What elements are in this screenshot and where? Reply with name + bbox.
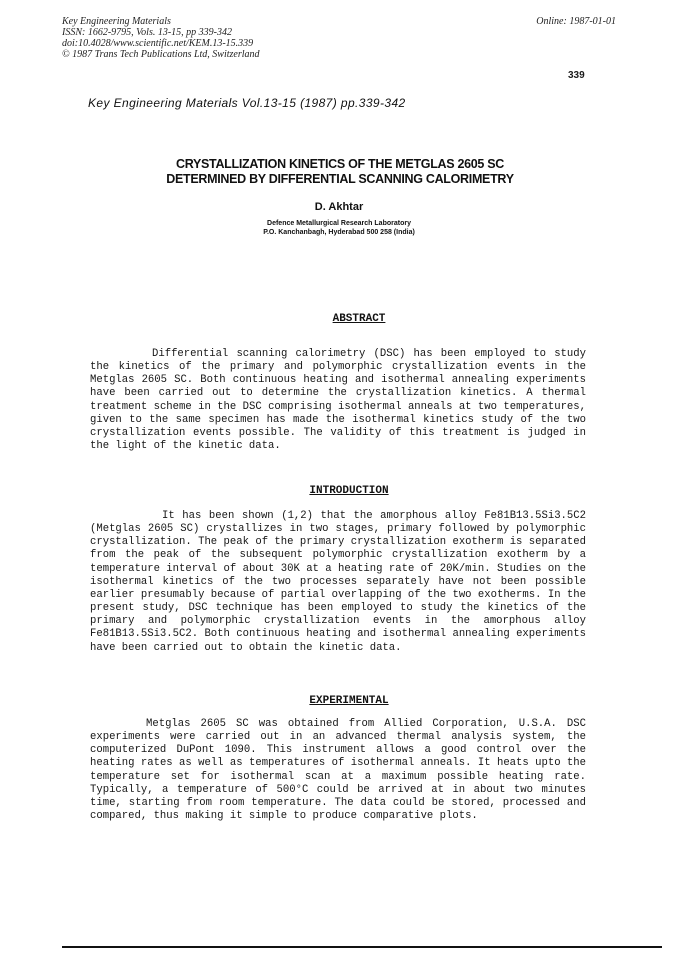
publication-meta [62,16,260,60]
bottom-rule [62,946,662,948]
introduction-text: It has been shown (1,2) that the amorphous alloy Fe81B13.5Si3.5C2 (Metglas 2605 SC) crystallizes in two stages, primary followed by polymorphic crystallization. The peak of the primary crystallization exotherm is separated from the peak of the subsequent polymorphic crystallization exotherm by a temperature interval of about 30K at a heating rate of 20K/min. Studies on the isothermal kinetics of the two processes separately have not been possible earlier presumably because of partial overlapping of the two exotherms. In the present study, DSC technique has been employed to study the kinetics of the primary and polymorphic crystallization events in the amorphous alloy Fe81B13.5Si3.5C2. Both continuous heating and isothermal annealing experiments have been carried out to obtain the kinetic data. [90,510,586,654]
abstract-heading: ABSTRACT [332,313,386,325]
meta-copyright: © 1987 Trans Tech Publications Ltd, Switzerland [62,49,260,60]
experimental-heading: EXPERIMENTAL [309,695,389,707]
paper-title [100,157,580,187]
meta-issn: ISSN: 1662-9795, Vols. 13-15, pp 339-342 [62,27,232,38]
introduction-heading: INTRODUCTION [309,485,389,497]
page-number: 339 [568,70,585,81]
title-line: CRYSTALLIZATION KINETICS OF THE METGLAS 2605 SC [175,157,505,171]
author-name: D. Akhtar [314,201,364,213]
experimental-text: Metglas 2605 SC was obtained from Allied Corporation, U.S.A. DSC experiments were carried out in an advanced thermal analysis system, the computerized DuPont 1090. This instrument allows a good control over the heating rates as well as temperatures of isothermal anneals. It heats upto the temperature set for isothermal scan at a maximum possible heating rate. Typically, a temperature of 500°C could be arrived at in about two minutes time, starting from room temperature. The data could be stored, processed and compared, thus making it simple to produce comparative plots. [90,718,586,823]
meta-journal: Key Engineering Materials [62,16,171,27]
meta-doi[interactable]: doi:10.4028/www.scientific.net/KEM.13-15.339 [62,38,254,49]
title-line: DETERMINED BY DIFFERENTIAL SCANNING CALORIMETRY [166,172,514,186]
abstract-text: Differential scanning calorimetry (DSC) has been employed to study the kinetics of the primary and polymorphic crystallization events in the Metglas 2605 SC. Both continuous heating and isothermal annealing experiments have been carried out to determine the crystallization kinetics. A thermal treatment scheme in the DSC comprising isothermal anneals at two temperatures, given to the same specimen has made the isothermal kinetics study of the two crystallization events possible. The validity of this treatment is judged in the light of the kinetic data. [90,348,586,453]
journal-citation: Key Engineering Materials Vol.13-15 (1987) pp.339-342 [88,96,406,110]
affiliation-line: P.O. Kanchanbagh, Hyderabad 500 258 (India) [263,229,415,236]
online-date: Online: 1987-01-01 [536,16,616,27]
affiliation-line: Defence Metallurgical Research Laboratory [267,220,411,227]
